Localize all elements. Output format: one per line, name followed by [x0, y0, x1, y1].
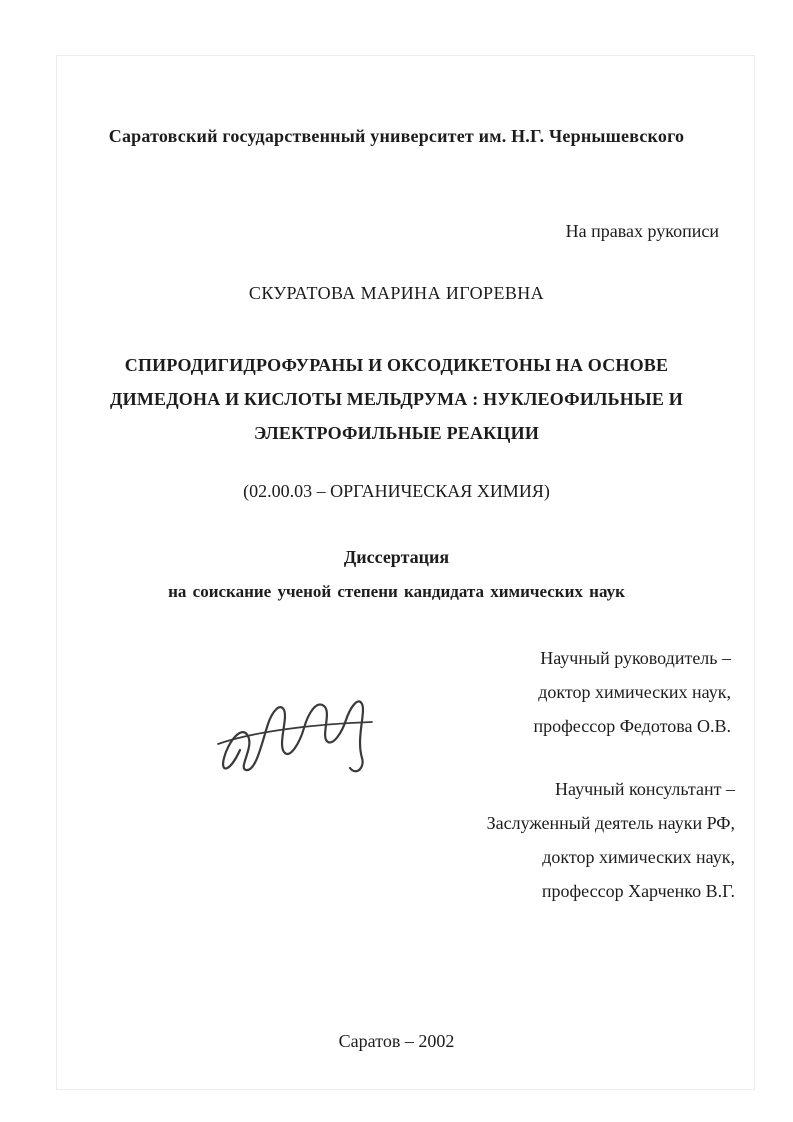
scan-page-edge — [56, 55, 755, 1090]
university-name: Саратовский государственный университет им. Н.Г. Чернышевского — [108, 126, 685, 146]
handwritten-signature — [212, 672, 387, 792]
document-type: Диссертация — [343, 547, 450, 567]
dissertation-title — [100, 348, 693, 450]
author-name: СКУРАТОВА МАРИНА ИГОРЕВНА — [248, 283, 545, 303]
specialty-code: (02.00.03 – ОРГАНИЧЕСКАЯ ХИМИЯ) — [243, 481, 550, 501]
degree-line: на соискание ученой степени кандидата химических наук — [168, 582, 625, 601]
manuscript-rights-note: На правах рукописи — [565, 221, 719, 241]
supervisor-block — [534, 641, 732, 743]
supervisor-role: Научный руководитель – — [540, 648, 731, 668]
consultant-honor: Заслуженный деятель науки РФ, — [486, 813, 735, 833]
consultant-block — [487, 772, 735, 908]
title-line-3: ЭЛЕКТРОФИЛЬНЫЕ РЕАКЦИИ — [253, 423, 540, 443]
supervisor-degree: доктор химических наук, — [538, 682, 731, 702]
consultant-degree: доктор химических наук, — [542, 847, 735, 867]
consultant-role: Научный консультант – — [555, 779, 735, 799]
consultant-name: профессор Харченко В.Г. — [541, 881, 735, 901]
title-line-1: СПИРОДИГИДРОФУРАНЫ И ОКСОДИКЕТОНЫ НА ОСНОВЕ — [124, 355, 669, 375]
supervisor-name: профессор Федотова О.В. — [533, 716, 731, 736]
title-line-2: ДИМЕДОНА И КИСЛОТЫ МЕЛЬДРУМА : НУКЛЕОФИЛЬНЫЕ И — [110, 389, 683, 409]
city-year: Саратов – 2002 — [338, 1031, 455, 1051]
